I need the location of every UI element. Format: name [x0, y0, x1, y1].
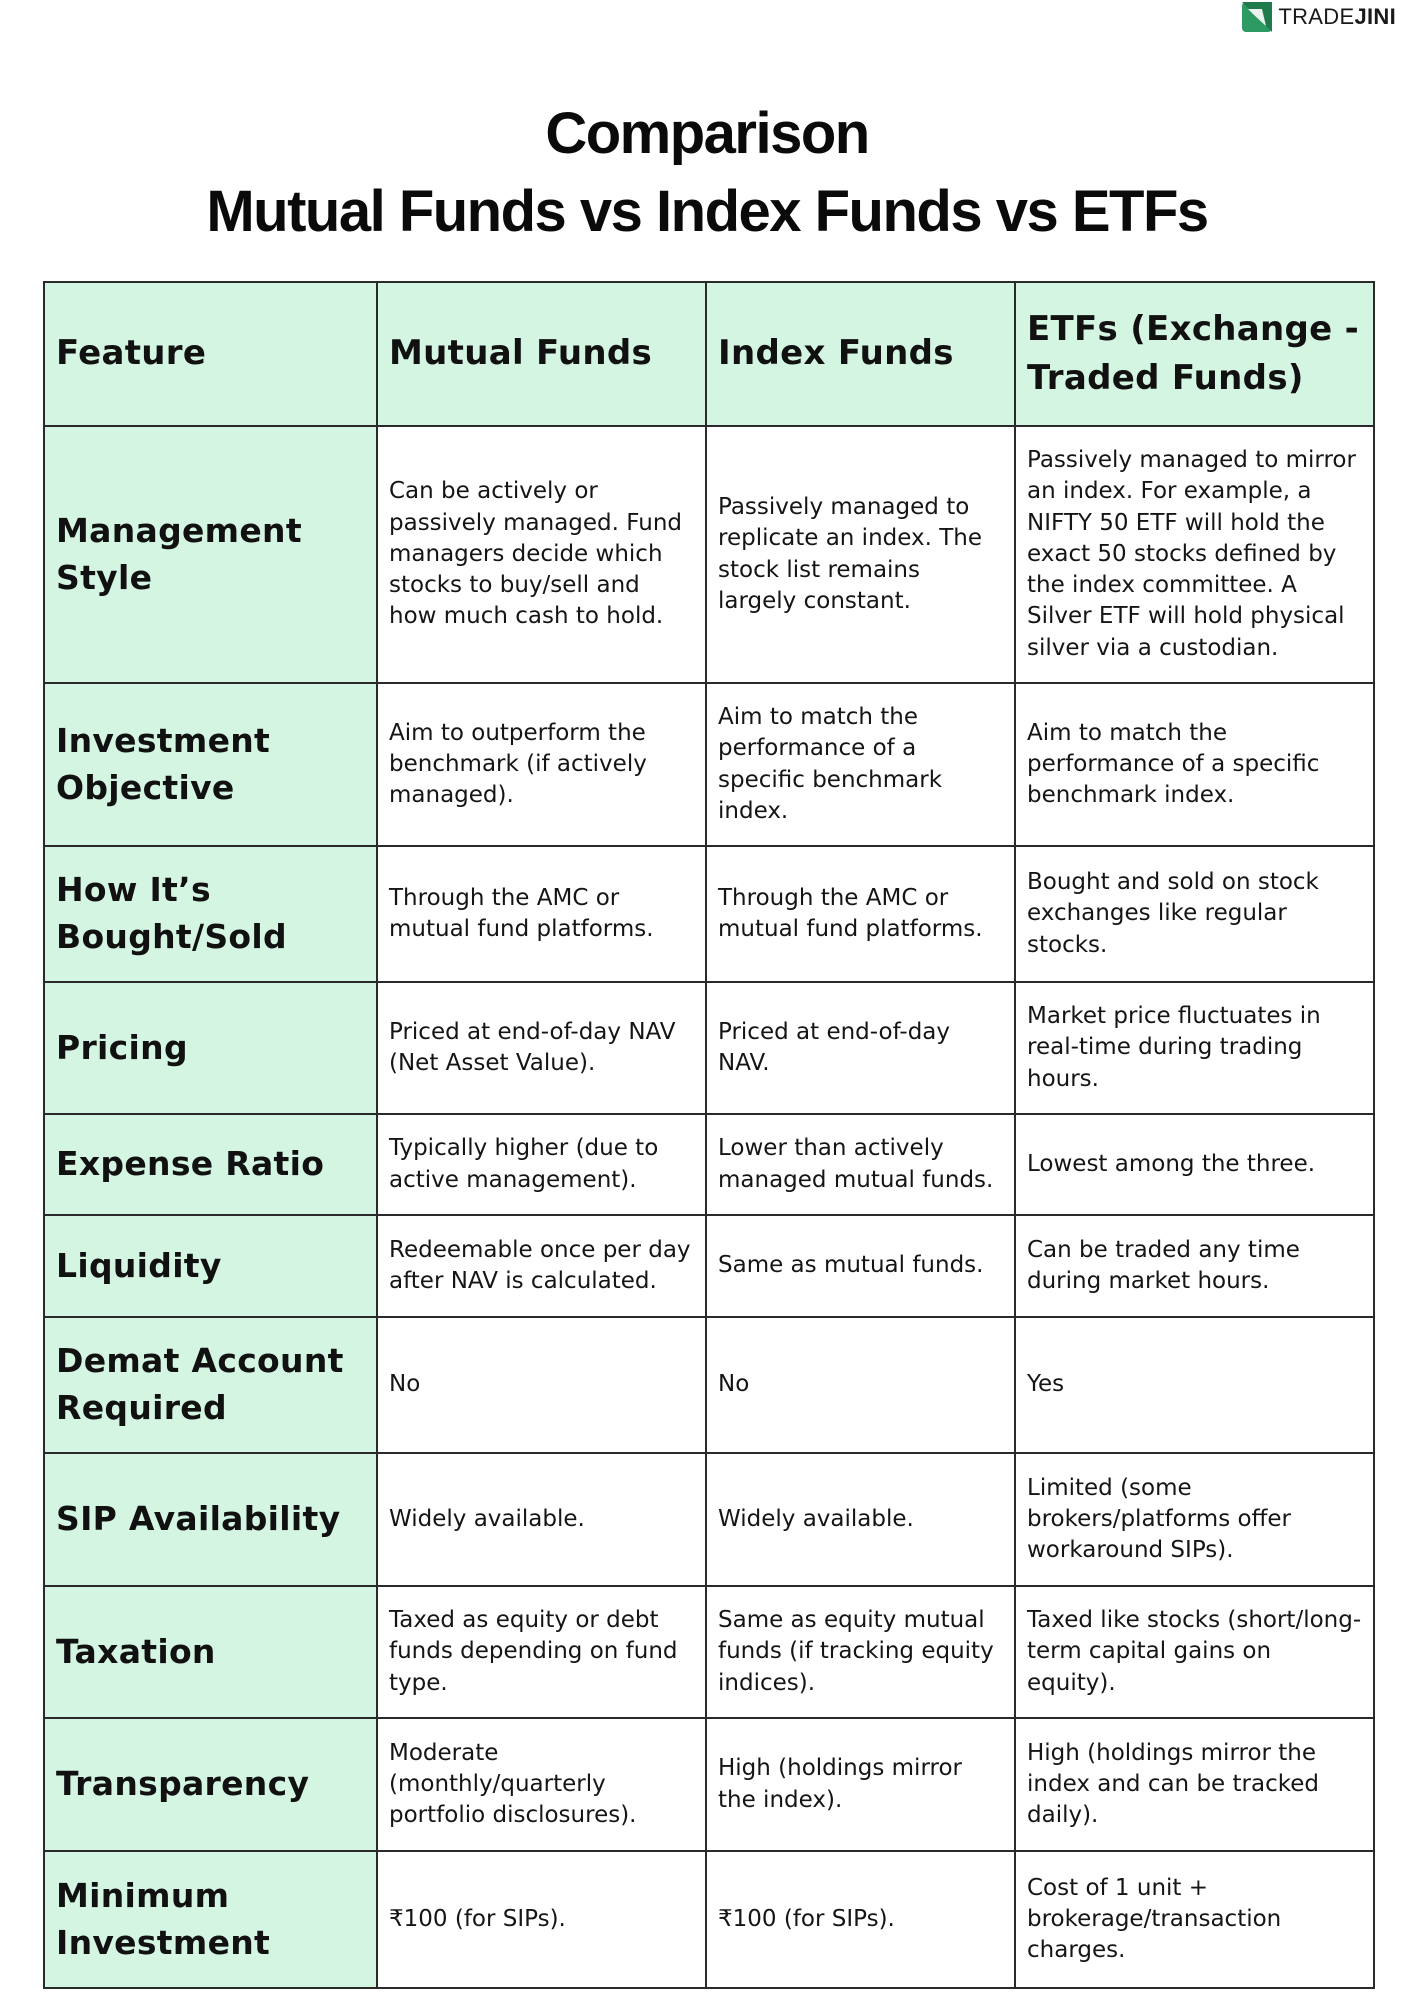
table-row [44, 982, 1374, 1114]
index-funds-cell: Passively managed to replicate an index. The stock list remains largely constant. [706, 426, 1015, 683]
table-row [44, 683, 1374, 846]
table-row [44, 1718, 1374, 1851]
table-row [44, 1215, 1374, 1317]
mutual-funds-cell: Moderate (monthly/quarterly portfolio disclosures). [377, 1718, 706, 1851]
index-funds-cell: Lower than actively managed mutual funds. [706, 1114, 1015, 1215]
comparison-table [43, 281, 1375, 1989]
mutual-funds-cell: Can be actively or passively managed. Fund managers decide which stocks to buy/sell and how much cash to hold. [377, 426, 706, 683]
feature-cell: Taxation [44, 1586, 377, 1718]
mutual-funds-cell: Priced at end-of-day NAV (Net Asset Value). [377, 982, 706, 1114]
etfs-cell: Yes [1015, 1317, 1374, 1453]
index-funds-cell: High (holdings mirror the index). [706, 1718, 1015, 1851]
etfs-cell: Lowest among the three. [1015, 1114, 1374, 1215]
feature-cell: Expense Ratio [44, 1114, 377, 1215]
index-funds-cell: Widely available. [706, 1453, 1015, 1586]
mutual-funds-cell: Aim to outperform the benchmark (if actively managed). [377, 683, 706, 846]
table-row [44, 1586, 1374, 1718]
mutual-funds-cell: Through the AMC or mutual fund platforms. [377, 846, 706, 982]
index-funds-cell: Same as equity mutual funds (if tracking equity indices). [706, 1586, 1015, 1718]
header-etfs: ETFs (Exchange -Traded Funds) [1015, 282, 1374, 426]
feature-cell: How It’s Bought/Sold [44, 846, 377, 982]
etfs-cell: Passively managed to mirror an index. For example, a NIFTY 50 ETF will hold the exact 50 stocks defined by the index committee. A Silver ETF will hold physical silver via a custodian. [1015, 426, 1374, 683]
table-row [44, 1453, 1374, 1586]
etfs-cell: Aim to match the performance of a specific benchmark index. [1015, 683, 1374, 846]
feature-cell: Pricing [44, 982, 377, 1114]
index-funds-cell: Through the AMC or mutual fund platforms. [706, 846, 1015, 982]
table-row [44, 1851, 1374, 1988]
table-row [44, 1317, 1374, 1453]
page-subtitle: Mutual Funds vs Index Funds vs ETFs [206, 179, 1208, 244]
etfs-cell: Cost of 1 unit + brokerage/transaction charges. [1015, 1851, 1374, 1988]
etfs-cell: Can be traded any time during market hours. [1015, 1215, 1374, 1317]
index-funds-cell: Priced at end-of-day NAV. [706, 982, 1015, 1114]
index-funds-cell: No [706, 1317, 1015, 1453]
feature-cell: SIP Availability [44, 1453, 377, 1586]
feature-cell: Investment Objective [44, 683, 377, 846]
etfs-cell: Taxed like stocks (short/long-term capital gains on equity). [1015, 1586, 1374, 1718]
header-row [44, 282, 1374, 426]
index-funds-cell: ₹100 (for SIPs). [706, 1851, 1015, 1988]
header-feature: Feature [44, 282, 377, 426]
etfs-cell: Bought and sold on stock exchanges like regular stocks. [1015, 846, 1374, 982]
header-index-funds: Index Funds [706, 282, 1015, 426]
feature-cell: Transparency [44, 1718, 377, 1851]
etfs-cell: High (holdings mirror the index and can be tracked daily). [1015, 1718, 1374, 1851]
mutual-funds-cell: Widely available. [377, 1453, 706, 1586]
mutual-funds-cell: No [377, 1317, 706, 1453]
brand [1242, 2, 1396, 32]
feature-cell: Liquidity [44, 1215, 377, 1317]
feature-cell: Management Style [44, 426, 377, 683]
index-funds-cell: Same as mutual funds. [706, 1215, 1015, 1317]
table-row [44, 846, 1374, 982]
mutual-funds-cell: Typically higher (due to active management). [377, 1114, 706, 1215]
header-mutual-funds: Mutual Funds [377, 282, 706, 426]
etfs-cell: Market price fluctuates in real-time during trading hours. [1015, 982, 1374, 1114]
table-row [44, 426, 1374, 683]
mutual-funds-cell: Taxed as equity or debt funds depending on fund type. [377, 1586, 706, 1718]
feature-cell: Minimum Investment [44, 1851, 377, 1988]
feature-cell: Demat Account Required [44, 1317, 377, 1453]
page-title: Comparison [545, 101, 869, 166]
table-row [44, 1114, 1374, 1215]
brand-suffix: JINI [1354, 4, 1396, 29]
tradejini-logo-icon [1242, 2, 1272, 32]
mutual-funds-cell: Redeemable once per day after NAV is calculated. [377, 1215, 706, 1317]
etfs-cell: Limited (some brokers/platforms offer workaround SIPs). [1015, 1453, 1374, 1586]
brand-name [1278, 4, 1396, 30]
mutual-funds-cell: ₹100 (for SIPs). [377, 1851, 706, 1988]
brand-prefix: TRADE [1278, 4, 1355, 29]
index-funds-cell: Aim to match the performance of a specific benchmark index. [706, 683, 1015, 846]
